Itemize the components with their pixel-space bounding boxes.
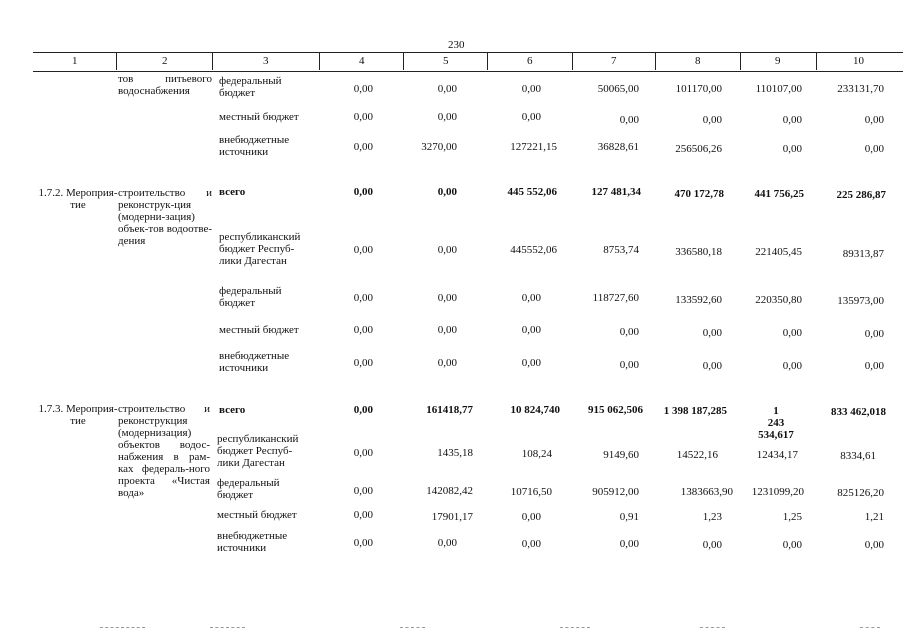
table-cell: 0,00 <box>521 324 541 336</box>
table-cell: 0,00 <box>702 327 722 339</box>
table-cell: 101170,00 <box>675 83 722 95</box>
table-cell: 915 062,506 <box>588 404 643 416</box>
table-cell: 0,00 <box>437 292 457 304</box>
header-col-2: 2 <box>162 55 168 67</box>
table-cell: 470 172,78 <box>674 188 724 200</box>
table-cell: 1435,18 <box>437 447 473 459</box>
table-cell: 0,00 <box>702 114 722 126</box>
table-cell: 0,00 <box>353 141 373 153</box>
table-cell: 1,23 <box>702 511 722 523</box>
table-cell: 0,00 <box>619 114 639 126</box>
funding-source-label: федеральный бюджет <box>217 477 280 501</box>
table-cell: 1,21 <box>864 511 884 523</box>
table-cell: 0,00 <box>782 539 802 551</box>
scan-artifact <box>100 627 145 629</box>
header-col-10: 10 <box>853 55 864 67</box>
table-cell: 1231099,20 <box>751 486 804 498</box>
table-cell: 256506,26 <box>675 143 722 155</box>
table-cell: 135973,00 <box>837 295 884 307</box>
scan-artifact <box>400 627 425 629</box>
table-cell: 0,00 <box>437 324 457 336</box>
scan-artifact <box>210 627 245 629</box>
table-cell: 0,00 <box>864 539 884 551</box>
table-cell: 0,00 <box>521 511 541 523</box>
table-cell: 161418,77 <box>426 404 473 416</box>
column-divider <box>816 52 817 70</box>
table-cell: 1 398 187,285 <box>663 405 727 417</box>
table-cell: 0,00 <box>702 539 722 551</box>
table-cell: 336580,18 <box>675 246 722 258</box>
column-divider <box>212 52 213 70</box>
table-cell: 0,00 <box>437 244 457 256</box>
funding-source-label: внебюджетные источники <box>219 134 290 158</box>
table-cell: 9149,60 <box>603 449 639 461</box>
table-cell: 0,00 <box>521 83 541 95</box>
table-cell: 1 243 534,617 <box>758 405 794 441</box>
table-cell: 0,00 <box>353 244 373 256</box>
table-cell: 17901,17 <box>431 511 473 523</box>
table-cell: 825126,20 <box>837 487 884 499</box>
table-cell: 0,00 <box>864 328 884 340</box>
measure-description: тов питьевого водоснабжения <box>118 73 212 97</box>
funding-source-label: федеральный бюджет <box>219 75 282 99</box>
table-cell: 10 824,740 <box>510 404 560 416</box>
table-cell: 905912,00 <box>592 486 639 498</box>
table-cell: 142082,42 <box>426 485 473 497</box>
table-cell: 220350,80 <box>755 294 802 306</box>
header-col-3: 3 <box>263 55 269 67</box>
table-cell: 0,00 <box>353 186 373 198</box>
table-cell: 0,00 <box>353 447 373 459</box>
header-col-5: 5 <box>443 55 449 67</box>
table-cell: 0,00 <box>521 357 541 369</box>
table-cell: 50065,00 <box>597 83 639 95</box>
table-cell: 0,91 <box>619 511 639 523</box>
table-cell: 445552,06 <box>510 244 557 256</box>
table-cell: 127221,15 <box>510 141 557 153</box>
table-cell: 127 481,34 <box>591 186 641 198</box>
measure-description: строительство и реконструк-ция (модерни-зация) объек-тов водоотве-дения <box>118 187 212 247</box>
table-cell: 0,00 <box>437 83 457 95</box>
measure-description: строительство и реконструкция (модернизация) объектов водос-набжения в рам-ках федераль-ного проекта «Чистая вода» <box>118 403 210 499</box>
table-cell: 833 462,018 <box>831 406 886 418</box>
table-cell: 0,00 <box>619 326 639 338</box>
table-cell: 1383663,90 <box>680 486 733 498</box>
column-divider <box>116 52 117 70</box>
table-cell: 0,00 <box>353 509 373 521</box>
table-cell: 1,25 <box>782 511 802 523</box>
table-cell: 0,00 <box>864 114 884 126</box>
funding-source-label: всего <box>219 404 246 416</box>
table-cell: 0,00 <box>864 143 884 155</box>
table-cell: 233131,70 <box>837 83 884 95</box>
header-col-6: 6 <box>527 55 533 67</box>
scan-artifact <box>860 627 880 629</box>
table-cell: 0,00 <box>353 404 373 416</box>
funding-source-label: внебюджетные источники <box>219 350 290 374</box>
table-cell: 89313,87 <box>842 248 884 260</box>
table-cell: 108,24 <box>521 448 552 460</box>
column-divider <box>572 52 573 70</box>
table-cell: 0,00 <box>353 537 373 549</box>
funding-source-label: всего <box>219 186 246 198</box>
table-cell: 14522,16 <box>676 449 718 461</box>
funding-source-label: федеральный бюджет <box>219 285 282 309</box>
funding-source-label: местный бюджет <box>219 111 299 123</box>
table-cell: 225 286,87 <box>836 189 886 201</box>
header-col-7: 7 <box>611 55 617 67</box>
table-cell: 0,00 <box>353 111 373 123</box>
column-divider <box>740 52 741 70</box>
table-cell: 8334,61 <box>840 450 876 462</box>
table-cell: 0,00 <box>437 537 457 549</box>
table-cell: 3270,00 <box>421 141 457 153</box>
column-divider <box>319 52 320 70</box>
table-cell: 0,00 <box>437 111 457 123</box>
table-cell: 0,00 <box>353 485 373 497</box>
table-cell: 0,00 <box>353 324 373 336</box>
funding-source-label: местный бюджет <box>219 324 299 336</box>
table-cell: 0,00 <box>702 360 722 372</box>
measure-number: 1.7.3. Мероприя-тие <box>38 403 118 427</box>
funding-source-label: местный бюджет <box>217 509 297 521</box>
funding-source-label: республиканский бюджет Респуб-лики Дагестан <box>219 231 301 267</box>
table-cell: 110107,00 <box>755 83 802 95</box>
table-cell: 441 756,25 <box>754 188 804 200</box>
funding-source-label: внебюджетные источники <box>217 530 288 554</box>
table-cell: 0,00 <box>437 357 457 369</box>
table-cell: 12434,17 <box>756 449 798 461</box>
table-cell: 0,00 <box>782 360 802 372</box>
table-cell: 0,00 <box>782 327 802 339</box>
header-col-1: 1 <box>72 55 78 67</box>
table-cell: 0,00 <box>353 357 373 369</box>
column-divider <box>403 52 404 70</box>
scan-artifact <box>560 627 590 629</box>
table-cell: 445 552,06 <box>507 186 557 198</box>
table-cell: 133592,60 <box>675 294 722 306</box>
table-cell: 0,00 <box>437 186 457 198</box>
page-number: 230 <box>448 39 465 51</box>
table-cell: 8753,74 <box>603 244 639 256</box>
column-divider <box>655 52 656 70</box>
column-divider <box>487 52 488 70</box>
funding-source-label: республиканский бюджет Респуб-лики Дагестан <box>217 433 299 469</box>
table-cell: 0,00 <box>353 83 373 95</box>
table-cell: 0,00 <box>521 538 541 550</box>
header-col-8: 8 <box>695 55 701 67</box>
table-cell: 0,00 <box>353 292 373 304</box>
table-cell: 0,00 <box>782 114 802 126</box>
table-cell: 36828,61 <box>597 141 639 153</box>
table-cell: 0,00 <box>521 292 541 304</box>
measure-number: 1.7.2. Мероприя-тие <box>38 187 118 211</box>
header-col-4: 4 <box>359 55 365 67</box>
table-cell: 0,00 <box>619 359 639 371</box>
table-cell: 118727,60 <box>592 292 639 304</box>
table-cell: 0,00 <box>782 143 802 155</box>
table-cell: 0,00 <box>521 111 541 123</box>
table-cell: 0,00 <box>619 538 639 550</box>
header-col-9: 9 <box>775 55 781 67</box>
table-cell: 221405,45 <box>755 246 802 258</box>
table-cell: 10716,50 <box>510 486 552 498</box>
scan-artifact <box>700 627 725 629</box>
table-cell: 0,00 <box>864 360 884 372</box>
